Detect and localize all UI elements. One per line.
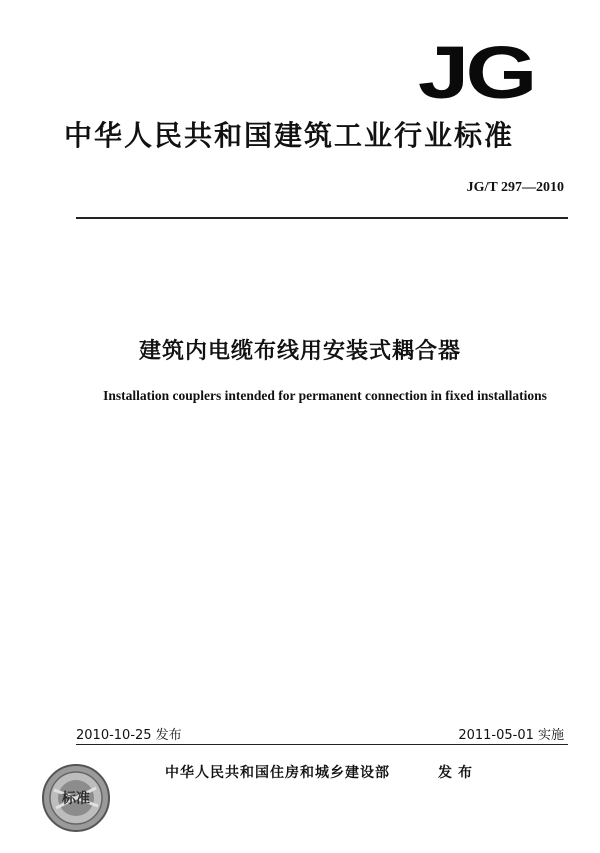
publisher-name: 中华人民共和国住房和城乡建设部	[165, 765, 390, 781]
bottom-divider	[76, 744, 568, 745]
publish-label: 发布	[438, 765, 478, 781]
top-divider	[76, 217, 568, 219]
document-title-en: Installation couplers intended for permanent connection in fixed installations	[103, 388, 547, 403]
seal-stamp-icon	[40, 762, 112, 834]
standard-category-title: 中华人民共和国建筑工业行业标准	[64, 119, 515, 152]
document-title-zh: 建筑内电缆布线用安装式耦合器	[138, 339, 461, 364]
standard-code: JG/T 297—2010	[466, 180, 564, 195]
implementation-date: 2011-05-01 实施	[458, 728, 564, 743]
seal-text: 标准	[62, 791, 90, 807]
jg-logo: JG	[418, 31, 534, 114]
issue-date: 2010-10-25 发布	[76, 728, 182, 743]
